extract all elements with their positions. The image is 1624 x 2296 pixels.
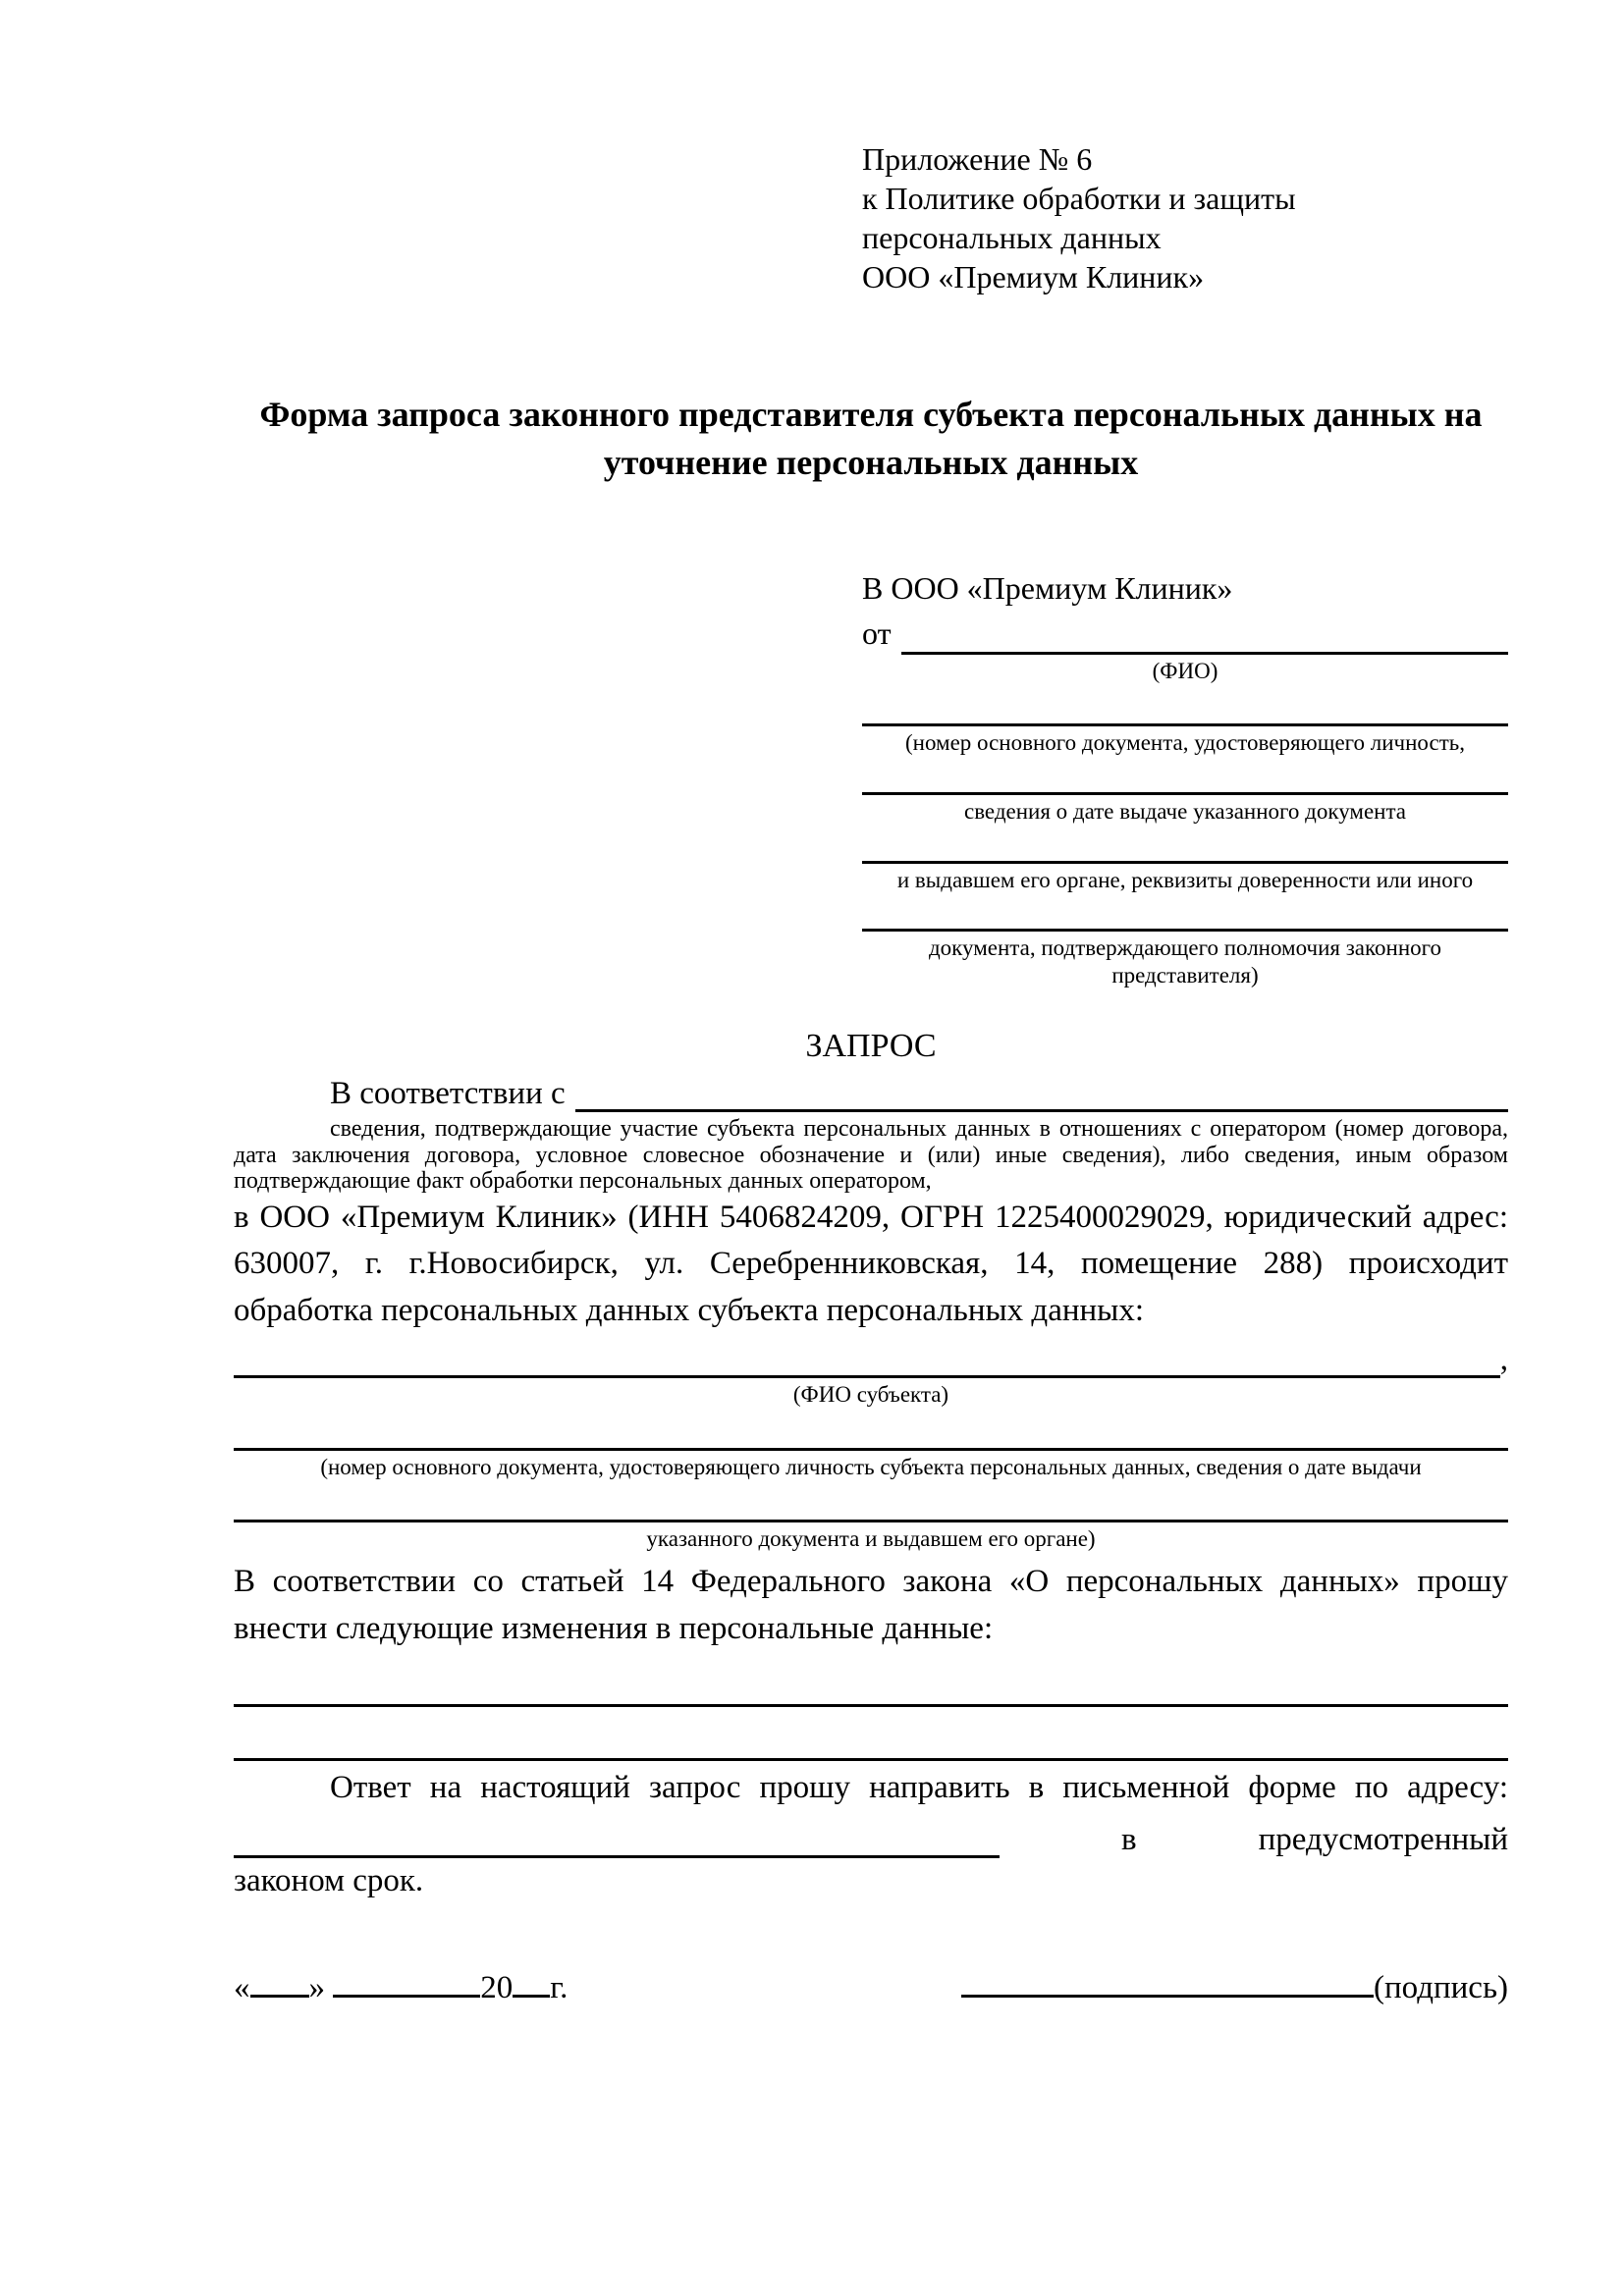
accordance-line	[234, 1067, 1508, 1112]
accordance-label: В соответствии с	[330, 1076, 566, 1112]
subject-fio-blank-line	[234, 1375, 1500, 1378]
doc-issue-date-caption: сведения о дате выдаче указанного документа	[963, 798, 1407, 824]
doc-issue-date-blank-line	[862, 757, 1508, 795]
date-field	[234, 1970, 568, 2006]
addressee-from-line	[862, 610, 1508, 655]
doc-powers-blank-line	[862, 893, 1508, 932]
answer-address-line	[234, 1811, 1508, 1858]
signature-field	[961, 1970, 1508, 2006]
address-blank-line	[234, 1816, 1000, 1858]
changes-blank-line-2	[234, 1707, 1508, 1761]
subject-fio-line	[234, 1335, 1508, 1378]
subject-doc-blank-line-1	[234, 1409, 1508, 1451]
year-suffix: г.	[550, 1970, 568, 2006]
addressee-block	[862, 568, 1508, 988]
operator-paragraph: в ООО «Премиум Клиник» (ИНН 5406824209, ОГРН 1225400029029, юридический адрес: 630007, г. г.Новосибирск, ул. Серебренниковская, 14, помещение 288) происходит обработка персональных данных субъекта персональных данных:	[234, 1199, 1508, 1329]
addressee-to: В ООО «Премиум Клиник»	[862, 570, 1233, 607]
fio-blank-line	[901, 652, 1508, 655]
addressee-from-label: от	[862, 615, 892, 652]
month-blank	[333, 1995, 480, 1998]
answer-paragraph-line3: законом срок.	[234, 1863, 424, 1899]
doc-authority-caption: и выдавшем его органе, реквизиты доверенности или иного	[896, 867, 1474, 892]
answer-word-2: предусмотренный	[1258, 1822, 1508, 1858]
subject-doc-blank-line-2	[234, 1480, 1508, 1522]
accordance-blank-line	[575, 1109, 1508, 1112]
appendix-note-line: персональных данных	[862, 220, 1162, 255]
trailing-comma: ,	[1499, 1342, 1508, 1378]
signature-caption: (подпись)	[1374, 1970, 1508, 2006]
subject-doc-caption-1: (номер основного документа, удостоверяющего личность субъекта персональных данных, сведения о дате выдачи	[320, 1454, 1422, 1479]
fio-caption: (ФИО)	[1152, 658, 1218, 683]
changes-blank-line-1	[234, 1653, 1508, 1707]
appendix-note-line: к Политике обработки и защиты	[862, 181, 1296, 216]
day-blank	[250, 1995, 309, 1998]
doc-number-blank-line	[862, 684, 1508, 726]
subject-fio-caption: (ФИО субъекта)	[792, 1382, 949, 1408]
signature-blank-line	[961, 1995, 1374, 1998]
document-title: Форма запроса законного представителя субъекта персональных данных на уточнение персональных данных	[259, 395, 1483, 482]
appendix-note-line: Приложение № 6	[862, 141, 1093, 177]
request-heading: ЗАПРОС	[805, 1028, 937, 1065]
answer-word-1: в	[1121, 1822, 1137, 1858]
year-blank	[513, 1995, 550, 1998]
doc-powers-caption: документа, подтверждающего полномочия законного представителя)	[928, 935, 1441, 988]
date-signature-row	[234, 1970, 1508, 2006]
year-prefix: 20	[480, 1970, 514, 2006]
close-quote: »	[308, 1970, 325, 2006]
appendix-note-line: ООО «Премиум Клиник»	[862, 259, 1205, 294]
footnote-text: сведения, подтверждающие участие субъекта персональных данных в отношениях с оператором (номер договора, дата заключения договора, условное словесное обозначение и (или) иные сведения), либо сведения, иным образом подтверждающие факт обработки персональных данных оператором,	[234, 1116, 1508, 1195]
doc-authority-blank-line	[862, 826, 1508, 864]
answer-paragraph-line1: Ответ на настоящий запрос прошу направить в письменной форме по адресу:	[330, 1769, 1508, 1805]
appendix-note	[862, 139, 1508, 296]
subject-doc-caption-2: указанного документа и выдавшем его органе)	[646, 1526, 1096, 1552]
open-quote: «	[234, 1970, 250, 2006]
doc-number-caption: (номер основного документа, удостоверяющего личность,	[904, 730, 1465, 756]
law-paragraph: В соответствии со статьей 14 Федерального закона «О персональных данных» прошу внести следующие изменения в персональные данные:	[234, 1563, 1508, 1646]
